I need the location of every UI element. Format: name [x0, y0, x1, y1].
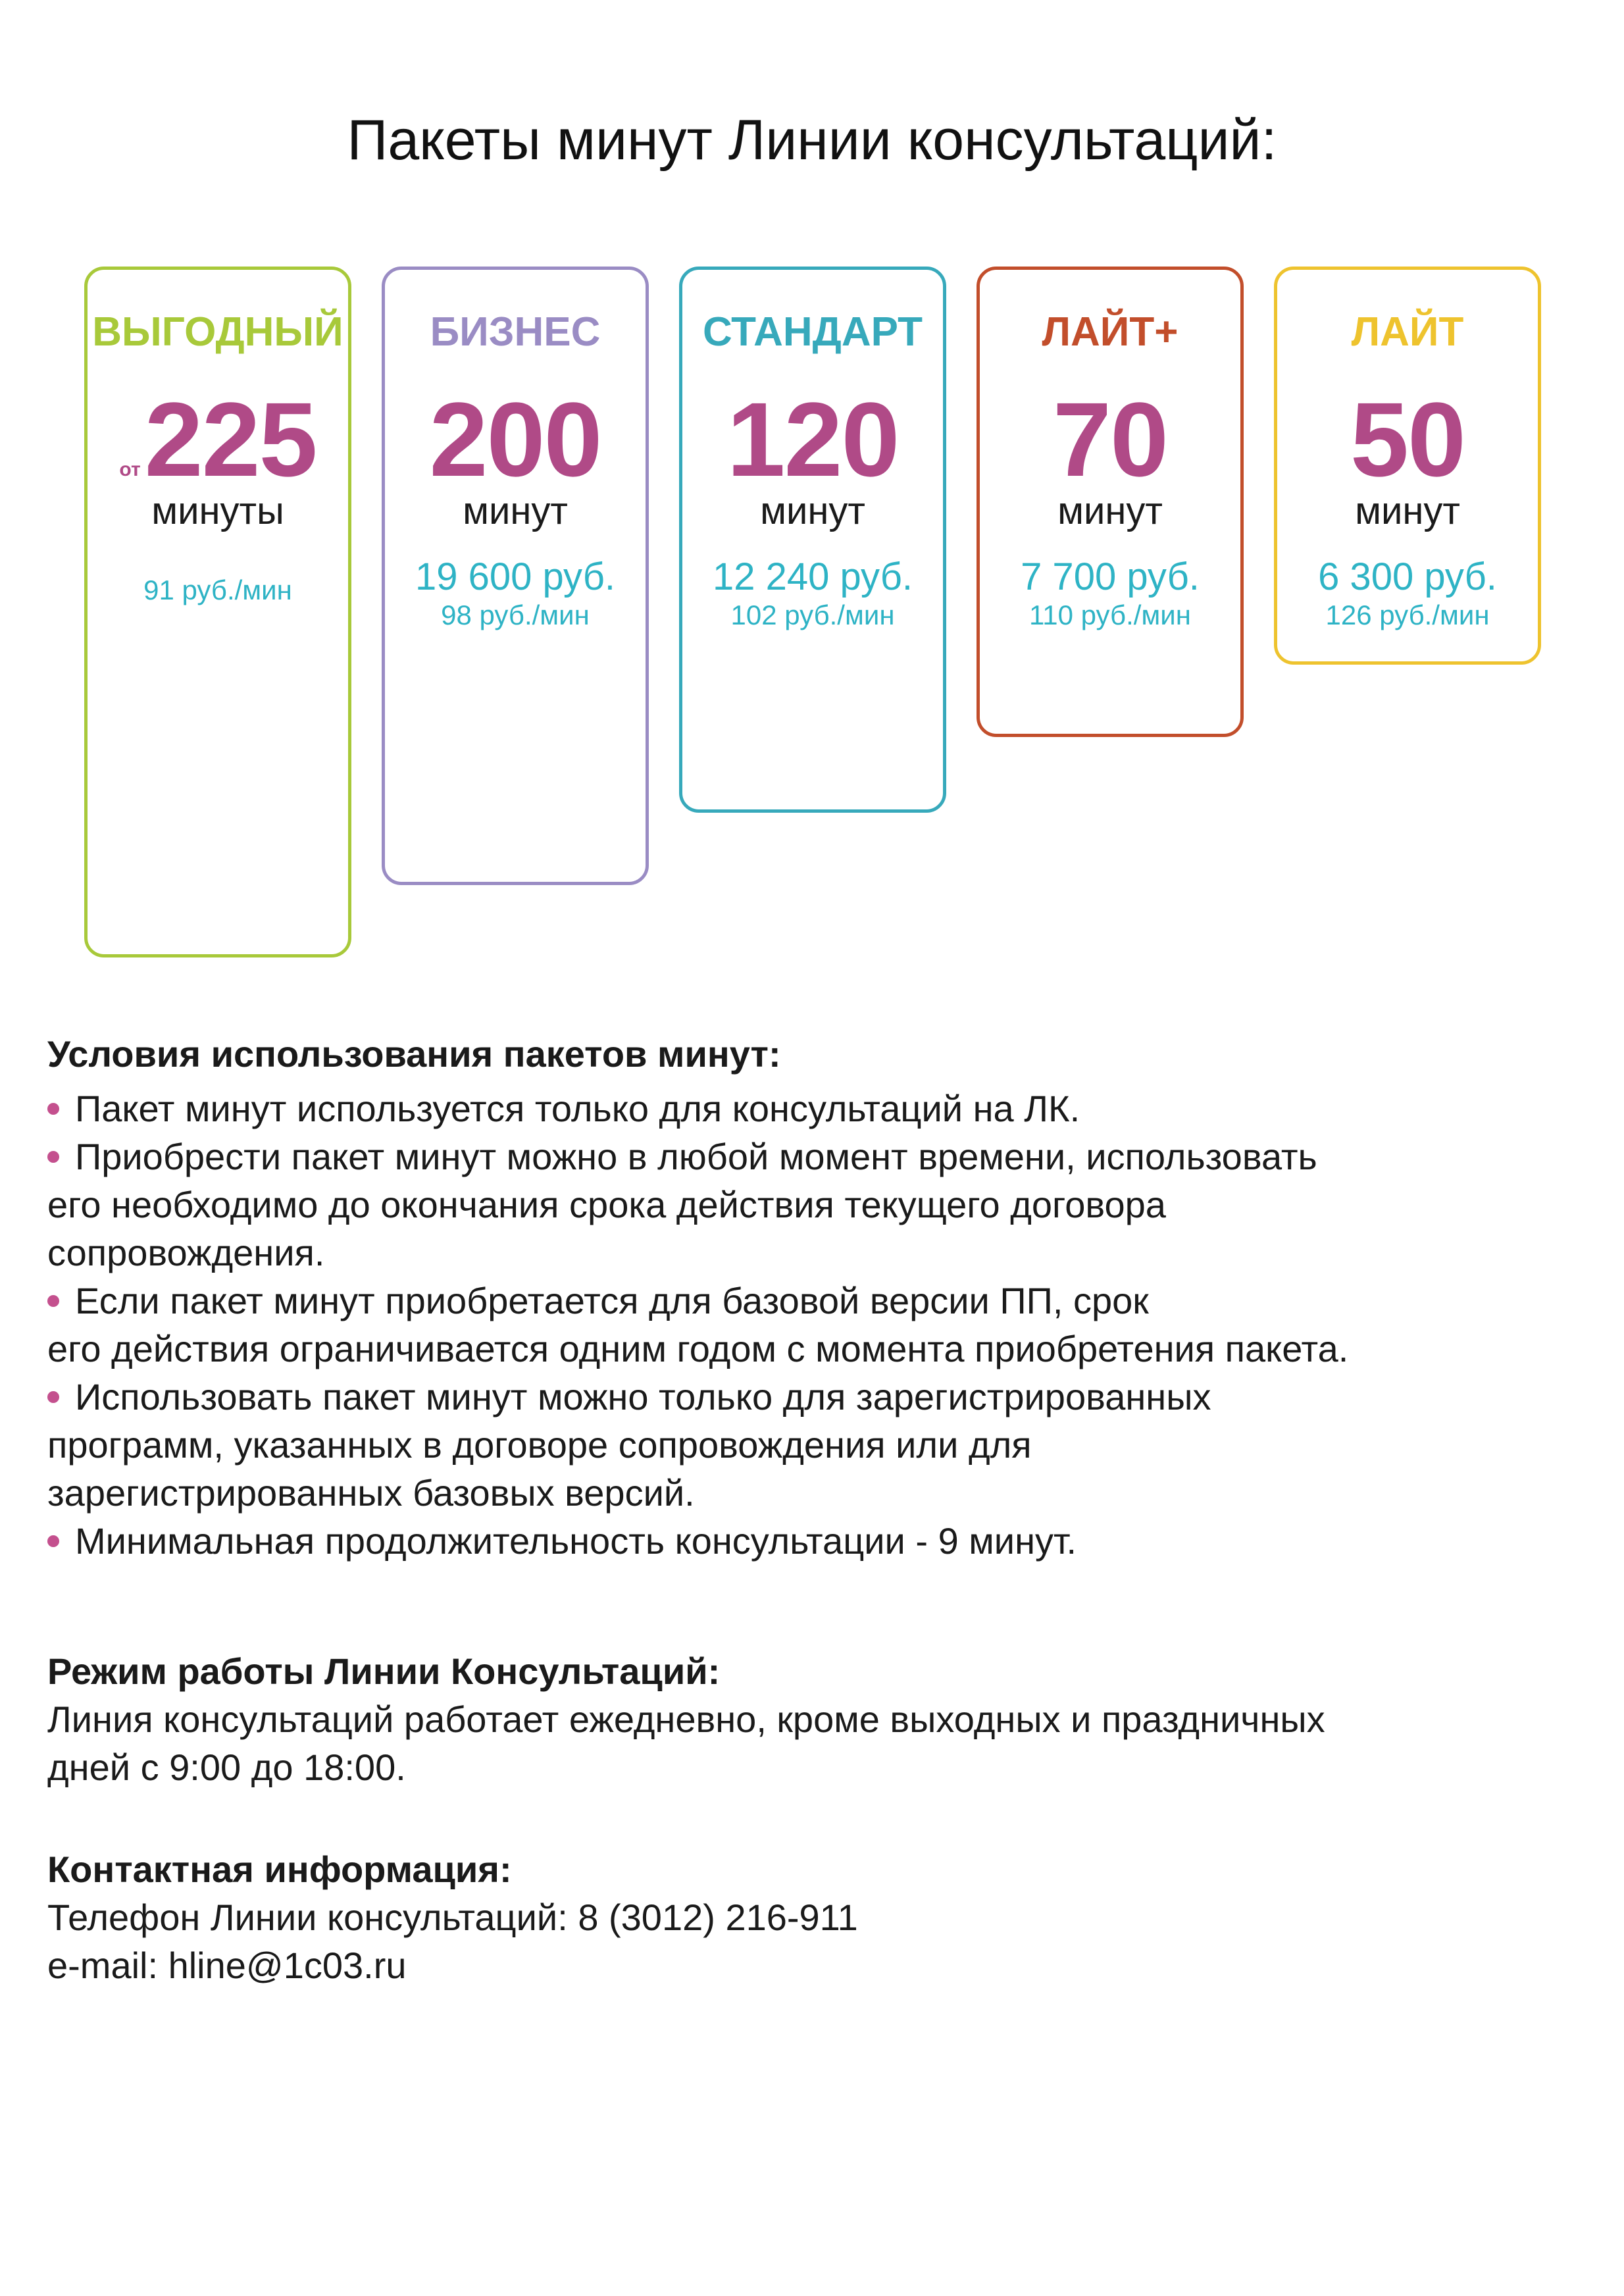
minutes-count: 50: [1350, 380, 1465, 498]
package-name: ЛАЙТ: [1351, 309, 1464, 355]
contacts-section: [47, 1845, 1581, 1989]
package-name: СТАНДАРТ: [702, 309, 923, 355]
minutes-count: 120: [726, 380, 899, 498]
minutes-unit: минуты: [151, 490, 284, 532]
package-name: БИЗНЕС: [430, 309, 601, 355]
package-price: 6 300 руб.: [1318, 555, 1497, 598]
page-title: Пакеты минут Линии консультаций:: [347, 109, 1277, 172]
minutes-count: 70: [1053, 380, 1167, 498]
minutes-unit: минут: [1355, 490, 1460, 532]
package-rate: 98 руб./мин: [441, 600, 590, 630]
list-item: Использовать пакет минут можно только для зарегистрированных программ, указанных в договоре сопровождения или для зарегистрированных базовых версий.: [47, 1376, 1211, 1514]
contact-email: e-mail: hline@1c03.ru: [47, 1945, 407, 1986]
conditions-section: [47, 1030, 1581, 1565]
package-rate: 110 руб./мин: [1029, 600, 1191, 630]
list-item: Минимальная продолжительность консультации - 9 минут.: [47, 1517, 1581, 1565]
minutes-unit: минут: [463, 490, 568, 532]
list-item: Пакет минут используется только для консультаций на ЛК.: [47, 1084, 1581, 1133]
minutes-count: 200: [429, 380, 601, 498]
package-price: 19 600 руб.: [415, 555, 616, 598]
contacts-heading: Контактная информация:: [47, 1849, 512, 1890]
package-card-biznes: [382, 267, 649, 885]
package-rate: 102 руб./мин: [730, 600, 895, 630]
package-name: ЛАЙТ+: [1042, 309, 1179, 355]
conditions-list: [47, 1084, 1581, 1565]
contact-phone: Телефон Линии консультаций: 8 (3012) 216-911: [47, 1897, 858, 1938]
bullet-icon: [47, 1151, 59, 1163]
package-price: 12 240 руб.: [712, 555, 913, 598]
list-item: Если пакет минут приобретается для базовой версии ПП, срок его действия ограничивается одним годом с момента приобретения пакета.: [47, 1280, 1349, 1369]
package-price: 7 700 руб.: [1021, 555, 1200, 598]
package-name: ВЫГОДНЫЙ: [92, 309, 343, 355]
minutes-unit: минут: [1057, 490, 1163, 532]
package-rate: 126 руб./мин: [1325, 600, 1490, 630]
bullet-icon: [47, 1103, 59, 1115]
schedule-text: дней с 9:00 до 18:00.: [47, 1747, 406, 1788]
package-card-lite: [1274, 267, 1541, 665]
package-card-vygodny: [84, 267, 351, 957]
schedule-heading: Режим работы Линии Консультаций:: [47, 1650, 721, 1692]
bullet-icon: [47, 1295, 59, 1307]
schedule-section: [47, 1647, 1581, 1791]
list-item: Приобрести пакет минут можно в любой момент времени, использовать его необходимо до окончания срока действия текущего договора сопровождения.: [47, 1136, 1317, 1273]
bullet-icon: [47, 1535, 59, 1547]
minutes-unit: минут: [760, 490, 865, 532]
package-card-standart: [679, 267, 946, 813]
schedule-text: Линия консультаций работает ежедневно, кроме выходных и праздничных: [47, 1698, 1325, 1740]
bullet-icon: [47, 1391, 59, 1403]
package-card-lite-plus: [977, 267, 1244, 737]
minutes-count: 225: [144, 380, 317, 498]
package-rate: 91 руб./мин: [143, 574, 292, 605]
conditions-heading: Условия использования пакетов минут:: [47, 1033, 781, 1075]
minutes-prefix: от: [119, 459, 141, 480]
